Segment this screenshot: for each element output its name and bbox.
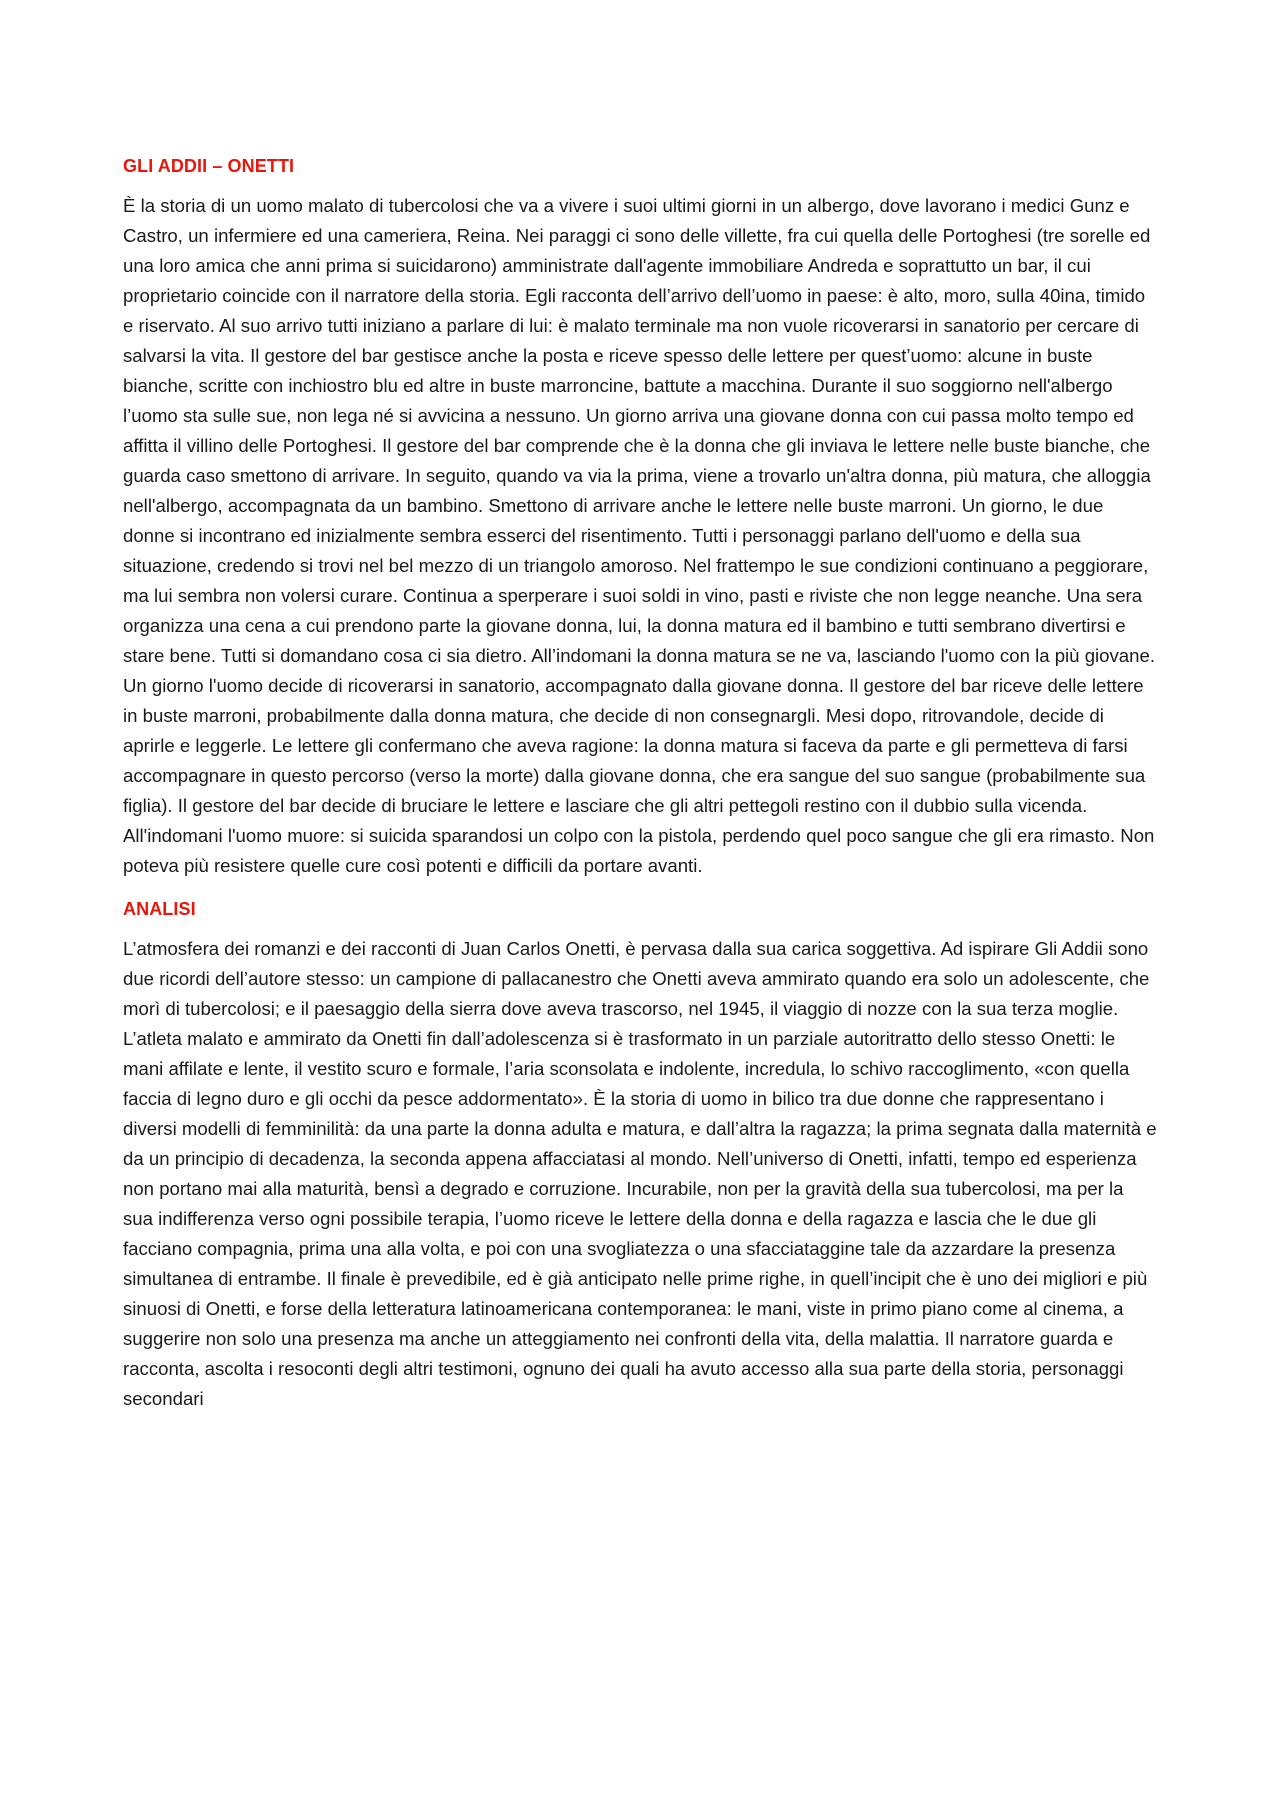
section-spacer (123, 881, 1157, 897)
document-page (123, 154, 1157, 1414)
analysis-heading: ANALISI (123, 899, 196, 919)
analysis-paragraph: L’atmosfera dei romanzi e dei racconti di Juan Carlos Onetti, è pervasa dalla sua carica soggettiva. Ad ispirare Gli Addii sono due ricordi dell’autore stesso: un campione di pallacanestro che Onetti aveva ammirato quando era solo un adolescente, che morì di tubercolosi; e il paesaggio della sierra dove aveva trascorso, nel 1945, il viaggio di nozze con la sua terza moglie. L’atleta malato e ammirato da Onetti fin dall’adolescenza si è trasformato in un parziale autoritratto dello stesso Onetti: le mani affilate e lente, il vestito scuro e formale, l’aria sconsolata e indolente, incredula, lo schivo raccoglimento, «con quella faccia di legno duro e gli occhi da pesce addormentato». È la storia di uomo in bilico tra due donne che rappresentano i diversi modelli di femminilità: da una parte la donna adulta e matura, e dall’altra la ragazza; la prima segnata dalla maternità e da un principio di decadenza, la seconda appena affacciatasi al mondo. Nell’universo di Onetti, infatti, tempo ed esperienza non portano mai alla maturità, bensì a degrado e corruzione. Incurabile, non per la gravità della sua tubercolosi, ma per la sua indifferenza verso ogni possibile terapia, l’uomo riceve le lettere della donna e della ragazza e lascia che le due gli facciano compagnia, prima una alla volta, e poi con una svogliatezza o una sfacciataggine tale da azzardare la presenza simultanea di entrambe. Il finale è prevedibile, ed è già anticipato nelle prime righe, in quell’incipit che è uno dei migliori e più sinuosi di Onetti, e forse della letteratura latinoamericana contemporanea: le mani, viste in primo piano come al cinema, a suggerire non solo una presenza ma anche un atteggiamento nei confronti della vita, della malattia. Il narratore guarda e racconta, ascolta i resoconti degli altri testimoni, ognuno dei quali ha avuto accesso alla sua parte della storia, personaggi secondari (123, 938, 1157, 1409)
summary-paragraph: È la storia di un uomo malato di tubercolosi che va a vivere i suoi ultimi giorni in un albergo, dove lavorano i medici Gunz e Castro, un infermiere ed una cameriera, Reina. Nei paraggi ci sono delle villette, fra cui quella delle Portoghesi (tre sorelle ed una loro amica che anni prima si suicidarono) amministrate dall'agente immobiliare Andreda e soprattutto un bar, il cui proprietario coincide con il narratore della storia. Egli racconta dell’arrivo dell’uomo in paese: è alto, moro, sulla 40ina, timido e riservato. Al suo arrivo tutti iniziano a parlare di lui: è malato terminale ma non vuole ricoverarsi in sanatorio per cercare di salvarsi la vita. Il gestore del bar gestisce anche la posta e riceve spesso delle lettere per quest’uomo: alcune in buste bianche, scritte con inchiostro blu ed altre in buste marroncine, battute a macchina. Durante il suo soggiorno nell'albergo l’uomo sta sulle sue, non lega né si avvicina a nessuno. Un giorno arriva una giovane donna con cui passa molto tempo ed affitta il villino delle Portoghesi. Il gestore del bar comprende che è la donna che gli inviava le lettere nelle buste bianche, che guarda caso smettono di arrivare. In seguito, quando va via la prima, viene a trovarlo un'altra donna, più matura, che alloggia nell'albergo, accompagnata da un bambino. Smettono di arrivare anche le lettere nelle buste marroni. Un giorno, le due donne si incontrano ed inizialmente sembra esserci del risentimento. Tutti i personaggi parlano dell'uomo e della sua situazione, credendo si trovi nel bel mezzo di un triangolo amoroso. Nel frattempo le sue condizioni continuano a peggiorare, ma lui sembra non volersi curare. Continua a sperperare i suoi soldi in vino, pasti e riviste che non legge neanche. Una sera organizza una cena a cui prendono parte la giovane donna, lui, la donna matura ed il bambino e tutti sembrano divertirsi e stare bene. Tutti si domandano cosa ci sia dietro. All’indomani la donna matura se ne va, lasciando l'uomo con la più giovane. Un giorno l'uomo decide di ricoverarsi in sanatorio, accompagnato dalla giovane donna. Il gestore del bar riceve delle lettere in buste marroni, probabilmente dalla donna matura, che decide di non consegnargli. Mesi dopo, ritrovandole, decide di aprirle e leggerle. Le lettere gli confermano che aveva ragione: la donna matura si faceva da parte e gli permetteva di farsi accompagnare in questo percorso (verso la morte) dalla giovane donna, che era sangue del suo sangue (probabilmente sua figlia). Il gestore del bar decide di bruciare le lettere e lasciare che gli altri pettegoli restino con il dubbio sulla vicenda. All'indomani l'uomo muore: si suicida sparandosi un colpo con la pistola, perdendo quel poco sangue che gli era rimasto. Non poteva più resistere quelle cure così potenti e difficili da portare avanti. (123, 195, 1155, 876)
document-title: GLI ADDII – ONETTI (123, 156, 295, 176)
